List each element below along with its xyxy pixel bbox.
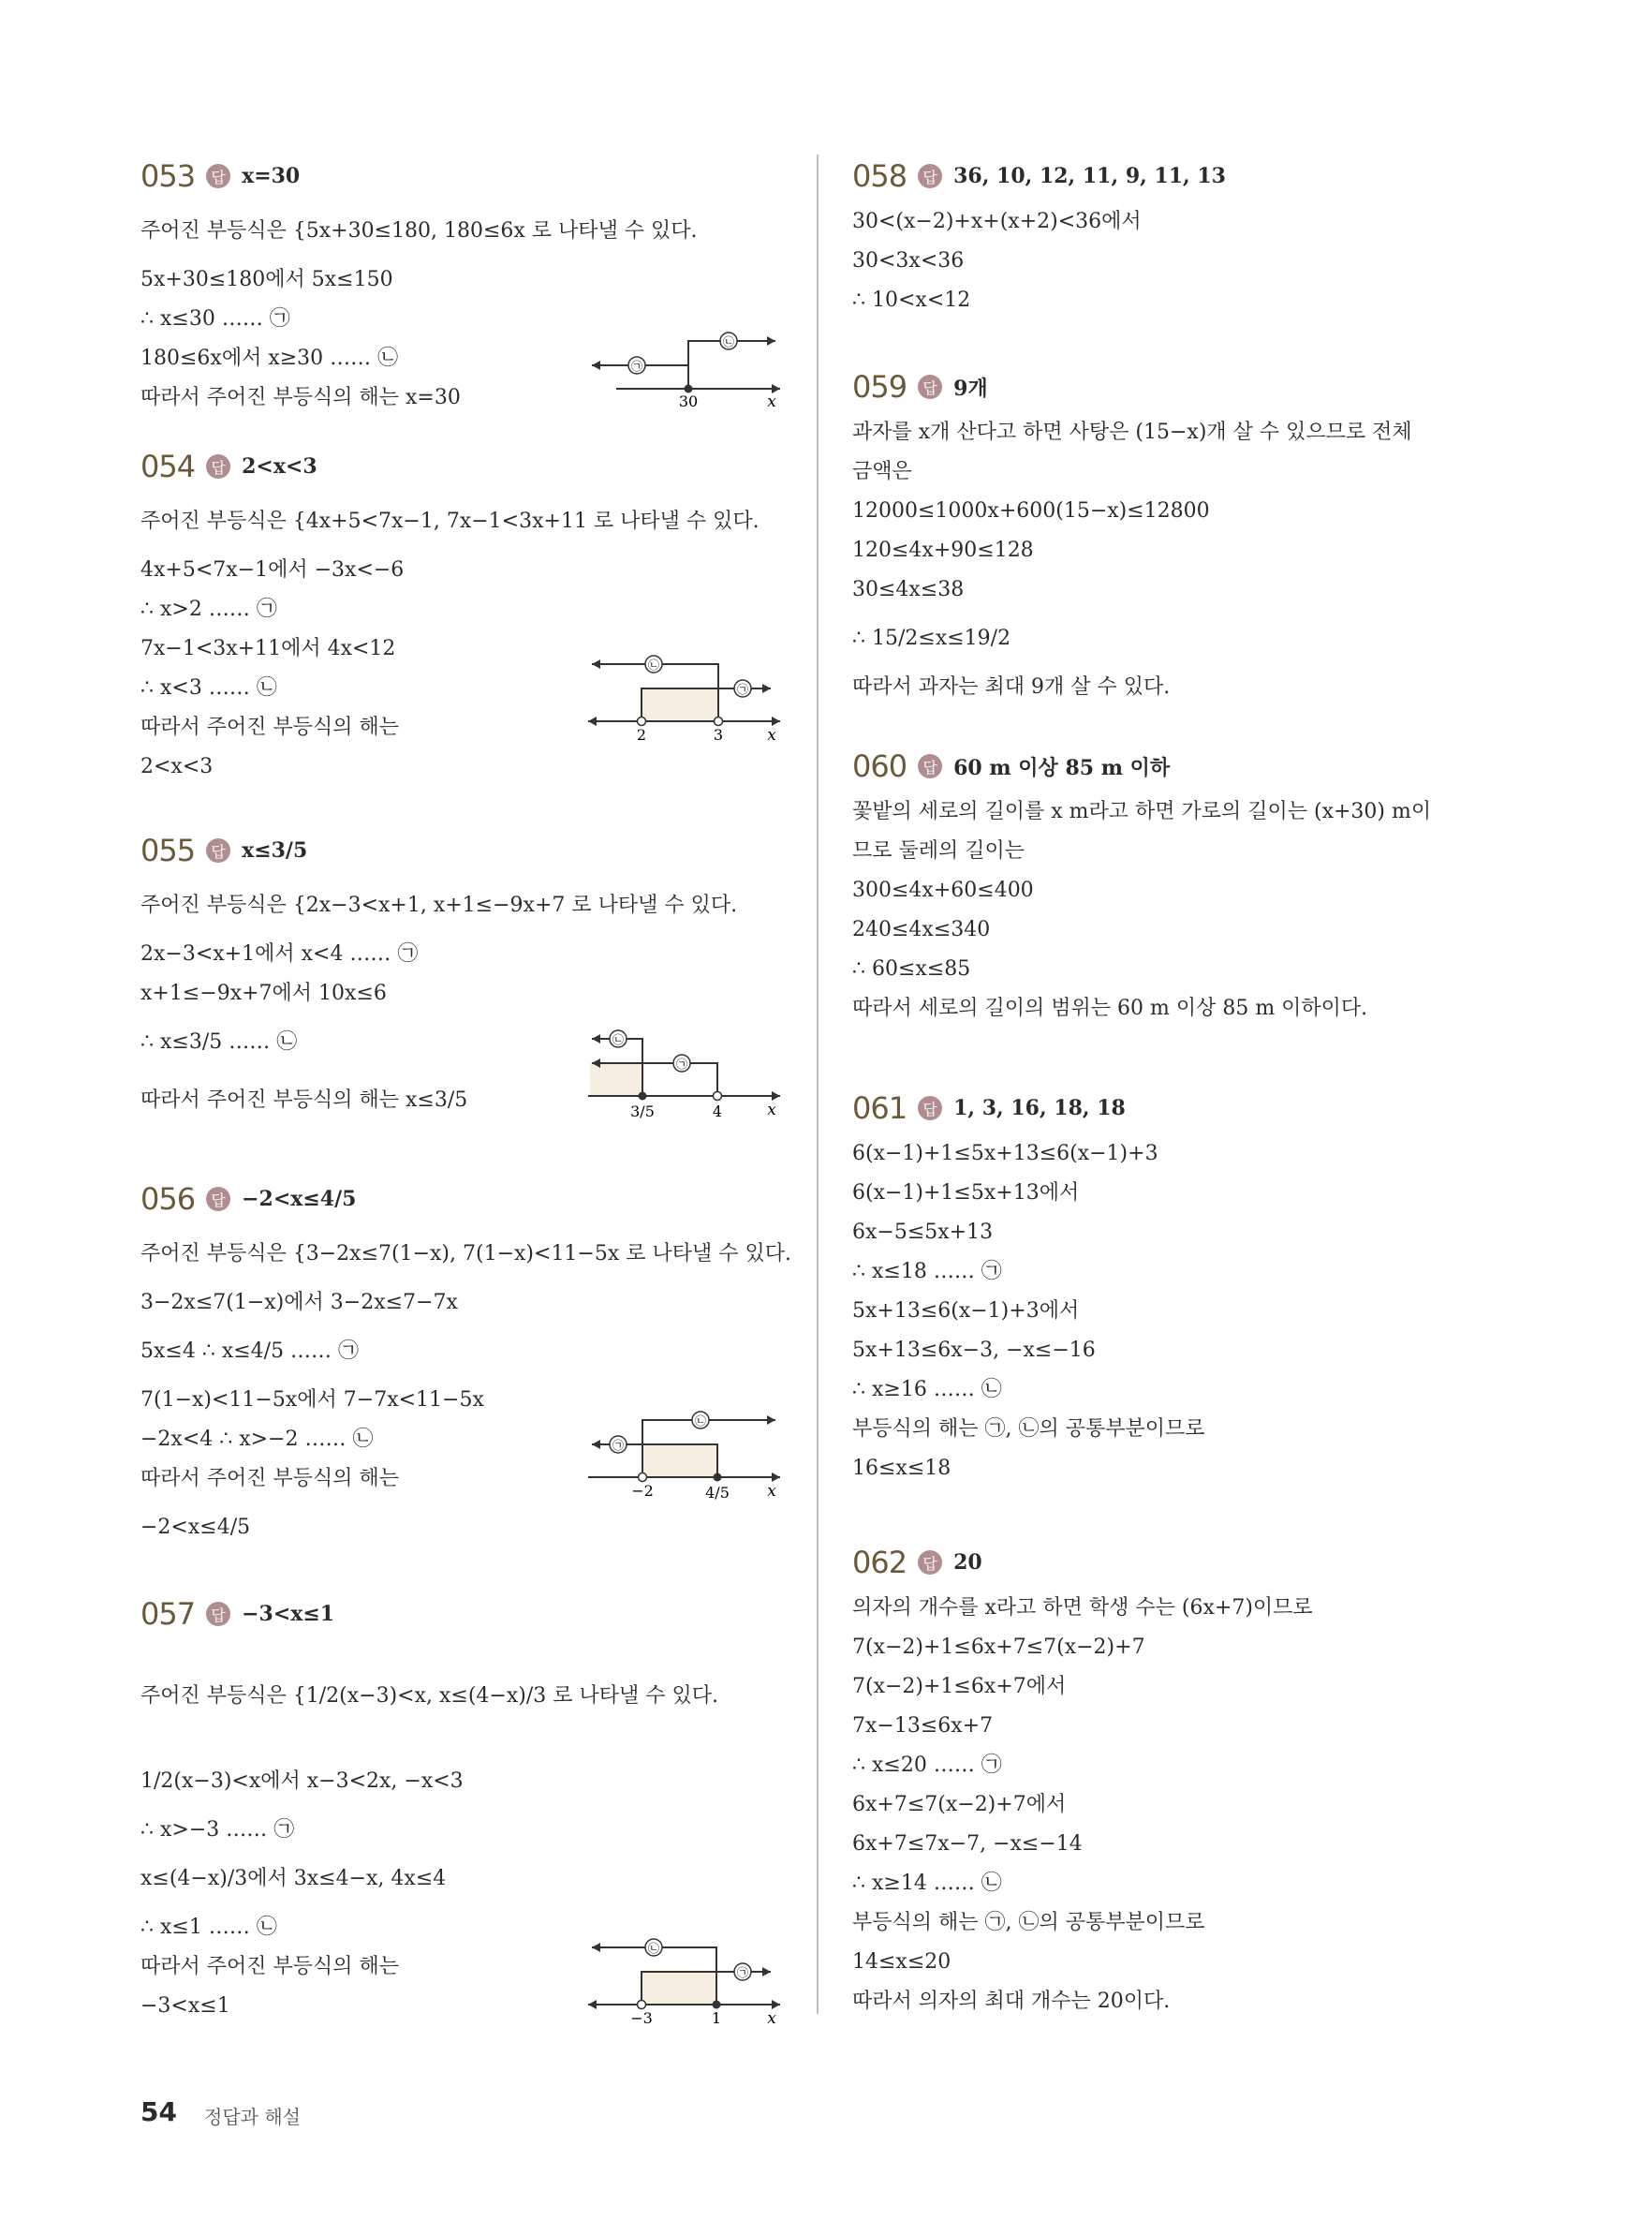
problem-header	[140, 440, 796, 493]
solution-line: 주어진 부등식은 {2x−3<x+1, x+1≤−9x+7 로 나타낼 수 있다.	[140, 894, 738, 917]
solution-line: 7(x−2)+1≤6x+7≤7(x−2)+7	[852, 1635, 1145, 1659]
solution-line: 5x+30≤180에서 5x≤150	[140, 268, 393, 291]
solution-line: 12000≤1000x+600(15−x)≤12800	[852, 499, 1210, 523]
problem-058	[852, 150, 1508, 320]
answer-badge: 답	[918, 164, 942, 188]
answer: −3<x≤1	[242, 1602, 335, 1626]
solution-line: 6x−5≤5x+13	[852, 1221, 994, 1244]
solution-line: 주어진 부등식은 {4x+5<7x−1, 7x−1<3x+11 로 나타낼 수 있다.	[140, 510, 760, 533]
problem-number: 061	[852, 1090, 907, 1126]
solution-line: 7(x−2)+1≤6x+7에서	[852, 1675, 1067, 1698]
answer-badge: 답	[918, 754, 942, 778]
page-number: 54	[140, 2096, 177, 2127]
tick-label: −2	[631, 1482, 654, 1500]
problem-056	[140, 1173, 796, 1557]
solution-line: ∴ 10<x<12	[852, 289, 971, 312]
axis-label: x	[767, 1482, 776, 1501]
answer-badge: 답	[918, 1096, 942, 1120]
solution-line: 120≤4x+90≤128	[852, 539, 1034, 562]
solution-line: 300≤4x+60≤400	[852, 879, 1034, 902]
axis-label: x	[767, 2009, 776, 2028]
tick-label: 4/5	[705, 1484, 730, 1502]
number-line-graph	[588, 1934, 785, 2028]
answer: x=30	[242, 164, 301, 188]
problem-number: 055	[140, 833, 196, 868]
solution-line: ∴ x≤20 …… ㉠	[852, 1754, 1002, 1777]
solution-line: ∴ x<3 …… ㉡	[140, 676, 277, 700]
number-line-graph	[588, 1026, 785, 1138]
solution-line: 7x−13≤6x+7	[852, 1714, 994, 1738]
solution-line: 30<3x<36	[852, 249, 965, 273]
problem-header	[140, 824, 796, 877]
solution-line: 6(x−1)+1≤5x+13에서	[852, 1181, 1080, 1205]
solution-line: 부등식의 해는 ㉠, ㉡의 공통부분이므로	[852, 1911, 1205, 1934]
arrow-label: ㉠	[612, 1439, 625, 1452]
problem-number: 054	[140, 449, 196, 484]
solution-line: 5x+13≤6x−3, −x≤−16	[852, 1339, 1096, 1362]
solution-line: ∴ x≤18 …… ㉠	[852, 1260, 1002, 1283]
solution-line: 따라서 세로의 길이의 범위는 60 m 이상 85 m 이하이다.	[852, 997, 1368, 1020]
problem-054	[140, 440, 796, 787]
solution-line: 16≤x≤18	[852, 1457, 951, 1480]
solution-line: 5x+13≤6(x−1)+3에서	[852, 1299, 1080, 1323]
problem-number: 062	[852, 1545, 907, 1580]
solution-line: ∴ 15/2≤x≤19/2	[852, 627, 1011, 650]
problem-057	[140, 1588, 796, 2026]
problem-059	[852, 361, 1508, 707]
arrow-label: ㉡	[612, 1033, 625, 1046]
tick-label: 1	[711, 2009, 722, 2027]
solution-line: ∴ x≤1 …… ㉡	[140, 1916, 277, 1939]
problem-header	[852, 150, 1508, 202]
problem-header	[140, 1588, 796, 1640]
solution-line: ∴ x>2 …… ㉠	[140, 598, 277, 621]
arrow-label: ㉠	[736, 1966, 749, 1979]
number-line-graph	[588, 651, 785, 745]
solution-line: 2x−3<x+1에서 x<4 …… ㉠	[140, 942, 419, 966]
tick-label: 3/5	[630, 1103, 655, 1120]
solution-line: −2x<4 ∴ x>−2 …… ㉡	[140, 1428, 374, 1451]
arrow-label: ㉡	[722, 335, 735, 348]
axis-label: x	[767, 392, 776, 408]
solution-line: 따라서 의자의 최대 개수는 20이다.	[852, 1990, 1171, 2013]
solution-line: 6x+7≤7x−7, −x≤−14	[852, 1832, 1083, 1856]
number-line-graph	[588, 328, 785, 408]
solution-line: ∴ x≤3/5 …… ㉡	[140, 1030, 298, 1054]
problem-number: 053	[140, 158, 196, 194]
solution-line: 7x−1<3x+11에서 4x<12	[140, 637, 396, 660]
solution-line: 6(x−1)+1≤5x+13≤6(x−1)+3	[852, 1142, 1158, 1165]
solution-line: 30≤4x≤38	[852, 578, 965, 601]
tick-label: 30	[678, 392, 699, 408]
problem-header	[852, 740, 1508, 792]
answer: 9개	[953, 376, 988, 401]
solution-line: 꽃밭의 세로의 길이를 x m라고 하면 가로의 길이는 (x+30) m이	[852, 800, 1432, 823]
answer: x≤3/5	[242, 838, 308, 863]
solution-line: ∴ x≥14 …… ㉡	[852, 1872, 1002, 1895]
problem-number: 057	[140, 1596, 196, 1632]
problem-header	[852, 361, 1508, 413]
answer-badge: 답	[206, 1602, 230, 1626]
solution-line: 므로 둘레의 길이는	[852, 839, 1025, 863]
tick-label: 2	[636, 726, 647, 744]
problem-060	[852, 740, 1508, 1029]
solution-line: 240≤4x≤340	[852, 918, 991, 941]
solution-line: 30<(x−2)+x+(x+2)<36에서	[852, 210, 1142, 233]
answer: 20	[953, 1550, 982, 1575]
solution-line: x≤(4−x)/3에서 3x≤4−x, 4x≤4	[140, 1867, 447, 1890]
solution-line: 7(1−x)<11−5x에서 7−7x<11−5x	[140, 1388, 484, 1412]
tick-label: 4	[712, 1103, 723, 1120]
solution-line: 과자를 x개 산다고 하면 사탕은 (15−x)개 살 수 있으므로 전체	[852, 421, 1412, 444]
solution-line: −2<x≤4/5	[140, 1516, 251, 1539]
solution-line: x+1≤−9x+7에서 10x≤6	[140, 982, 387, 1005]
solution-line: 3−2x≤7(1−x)에서 3−2x≤7−7x	[140, 1291, 458, 1314]
solution-line: 2<x<3	[140, 755, 214, 778]
problem-number: 060	[852, 748, 907, 784]
number-line-graph	[588, 1407, 785, 1519]
tick-label: 3	[713, 726, 724, 744]
answer: 60 m 이상 85 m 이하	[953, 755, 1171, 780]
arrow-label: ㉡	[647, 659, 660, 672]
axis-label: x	[767, 726, 776, 745]
solution-line: 따라서 주어진 부등식의 해는	[140, 1467, 400, 1490]
answer-badge: 답	[918, 375, 942, 399]
answer-badge: 답	[918, 1550, 942, 1575]
problem-header	[852, 1536, 1508, 1589]
problem-header	[140, 1173, 796, 1225]
arrow-label: ㉡	[694, 1414, 707, 1428]
solution-line: 14≤x≤20	[852, 1950, 951, 1974]
solution-line: 따라서 주어진 부등식의 해는 x≤3/5	[140, 1088, 468, 1112]
arrow-label: ㉡	[647, 1942, 660, 1955]
solution-line: 따라서 주어진 부등식의 해는 x=30	[140, 386, 461, 409]
problem-number: 058	[852, 158, 907, 194]
answer: 36, 10, 12, 11, 9, 11, 13	[953, 164, 1226, 188]
problem-number: 059	[852, 369, 907, 405]
answer: −2<x≤4/5	[242, 1187, 357, 1211]
axis-label: x	[767, 1101, 776, 1119]
problem-061	[852, 1082, 1508, 1488]
solution-line: 부등식의 해는 ㉠, ㉡의 공통부분이므로	[852, 1417, 1205, 1441]
solution-line: ∴ 60≤x≤85	[852, 957, 971, 981]
solution-line: 금액은	[852, 460, 912, 483]
answer-badge: 답	[206, 838, 230, 863]
solution-line: −3<x≤1	[140, 1994, 230, 2018]
solution-line: 1/2(x−3)<x에서 x−3<2x, −x<3	[140, 1769, 464, 1793]
solution-line: 따라서 주어진 부등식의 해는	[140, 716, 400, 739]
solution-line: 주어진 부등식은 {3−2x≤7(1−x), 7(1−x)<11−5x 로 나타낼 수 있다.	[140, 1242, 792, 1265]
solution-line: 5x≤4 ∴ x≤4/5 …… ㉠	[140, 1339, 360, 1363]
arrow-label: ㉠	[675, 1058, 688, 1071]
solution-line: ∴ x≤30 …… ㉠	[140, 307, 290, 331]
solution-line: 의자의 개수를 x라고 하면 학생 수는 (6x+7)이므로	[852, 1596, 1313, 1620]
problem-062	[852, 1536, 1508, 2021]
answer-badge: 답	[206, 1187, 230, 1211]
solution-line: 180≤6x에서 x≥30 …… ㉡	[140, 347, 399, 370]
tick-label: −3	[630, 2009, 653, 2027]
page-label: 정답과 해설	[204, 2106, 301, 2128]
solution-line: ∴ x>−3 …… ㉠	[140, 1818, 295, 1842]
problem-header	[852, 1082, 1508, 1134]
answer-badge: 답	[206, 164, 230, 188]
answer: 2<x<3	[242, 454, 317, 479]
solution-line: 주어진 부등식은 {1/2(x−3)<x, x≤(4−x)/3 로 나타낼 수 있다.	[140, 1684, 718, 1708]
solution-line: 4x+5<7x−1에서 −3x<−6	[140, 558, 405, 582]
arrow-label: ㉠	[630, 360, 643, 373]
solution-line: ∴ x≥16 …… ㉡	[852, 1378, 1002, 1401]
solution-line: 주어진 부등식은 {5x+30≤180, 180≤6x 로 나타낼 수 있다.	[140, 219, 698, 243]
problem-header	[140, 150, 796, 202]
answer-badge: 답	[206, 454, 230, 479]
column-divider	[817, 155, 819, 2014]
problem-053	[140, 150, 796, 418]
problem-number: 056	[140, 1181, 196, 1217]
arrow-label: ㉠	[736, 683, 749, 696]
solution-line: 따라서 주어진 부등식의 해는	[140, 1955, 400, 1978]
answer: 1, 3, 16, 18, 18	[953, 1096, 1126, 1120]
solution-line: 따라서 과자는 최대 9개 살 수 있다.	[852, 675, 1171, 699]
solution-line: 6x+7≤7(x−2)+7에서	[852, 1793, 1067, 1816]
problem-055	[140, 824, 796, 1130]
